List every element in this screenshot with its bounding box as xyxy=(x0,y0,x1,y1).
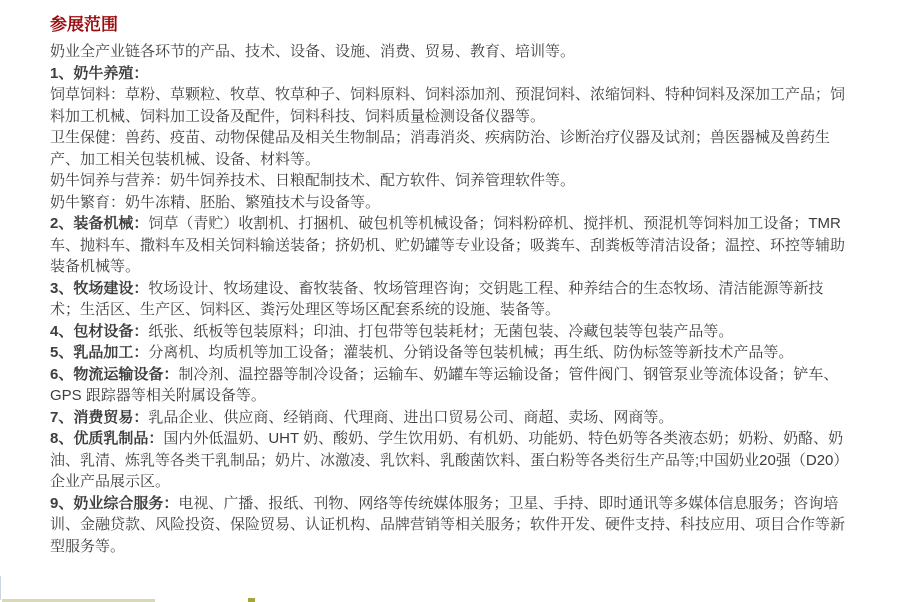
intro-text: 奶业全产业链各环节的产品、技术、设备、设施、消费、贸易、教育、培训等。 xyxy=(50,43,576,60)
section-text: 牧场设计、牧场建设、畜牧装备、牧场管理咨询；交钥匙工程、种养结合的生态牧场、清洁能源等新技术；生活区、生产区、饲料区、粪污处理区等场区配套系统的设施、装备等。 xyxy=(50,279,824,318)
document-body xyxy=(50,14,850,557)
partial-left-edge-line xyxy=(0,576,1,600)
section-dairy-processing xyxy=(50,342,850,364)
section-label: 9、奶业综合服务： xyxy=(50,494,179,512)
section-label: 3、牧场建设： xyxy=(50,279,149,297)
section-text: 乳品企业、供应商、经销商、代理商、进出口贸易公司、商超、卖场、网商等。 xyxy=(148,408,674,426)
section-comprehensive-services xyxy=(50,493,850,558)
section-text: 国内外低温奶、UHT 奶、酸奶、学生饮用奶、有机奶、功能奶、特色奶等各类液态奶；奶粉、奶酪、奶油、乳清、炼乳等各类干乳制品；奶片、冰激凌、乳饮料、乳酸菌饮料、蛋白粉等各类衍生产品等;中国奶业20强（D20）企业产品展示区。 xyxy=(50,430,849,490)
section-header-cattle-breeding xyxy=(50,63,850,85)
section-equipment-machinery xyxy=(50,213,850,278)
section-text: 分离机、均质机等加工设备；灌装机、分销设备等包装机械；再生纸、防伪标签等新技术产品等。 xyxy=(148,344,794,361)
section-ranch-construction xyxy=(50,278,850,321)
section-label: 5、乳品加工： xyxy=(50,344,149,361)
sub-item-forage-feed: 饲草饲料：草粉、草颗粒、牧草、牧草种子、饲料原料、饲料添加剂、预混饲料、浓缩饲料、特种饲料及深加工产品；饲料加工机械、饲料加工设备及配件，饲料科技、饲料质量检测设备仪器等。 xyxy=(50,86,846,125)
section-text: 纸张、纸板等包装原料；印油、打包带等包装耗材；无菌包装、冷藏包装等包装产品等。 xyxy=(148,322,734,340)
section-label: 1、奶牛养殖： xyxy=(50,64,149,82)
section-consumer-trade xyxy=(50,407,850,429)
sub-item-health-care: 卫生保健：兽药、疫苗、动物保健品及相关生物制品；消毒消炎、疾病防治、诊断治疗仪器及试剂；兽医器械及兽药生产、加工相关包装机械、设备、材料等。 xyxy=(50,129,831,168)
section-label: 6、物流运输设备： xyxy=(50,365,179,383)
sub-item-feeding-nutrition: 奶牛饲养与营养：奶牛饲养技术、日粮配制技术、配方软件、饲养管理软件等。 xyxy=(50,172,576,189)
section-label: 8、优质乳制品： xyxy=(50,430,164,447)
section-text: 电视、广播、报纸、刊物、网络等传统媒体服务；卫星、手持、即时通讯等多媒体信息服务；咨询培训、金融贷款、风险投资、保险贸易、认证机构、品牌营销等相关服务；软件开发、硬件支持、科技应用、项目合作等新型服务等。 xyxy=(50,494,846,555)
section-packaging-equipment xyxy=(50,321,850,343)
sub-item-reproduction: 奶牛繁育：奶牛冻精、胚胎、繁殖技术与设备等。 xyxy=(50,193,381,211)
section-label: 7、消费贸易： xyxy=(50,408,149,426)
partial-bottom-dash xyxy=(248,598,255,602)
section-text: 饲草（青贮）收割机、打捆机、破包机等机械设备；饲料粉碎机、搅拌机、预混机等饲料加工设备；TMR车、抛料车、撒料车及相关饲料输送装备；挤奶机、贮奶罐等专业设备；吸粪车、刮粪板等清洁设备；温控、环控等辅助装备机械等。 xyxy=(50,215,846,275)
section-text: 制冷剂、温控器等制冷设备；运输车、奶罐车等运输设备；管件阀门、钢管泵业等流体设备；铲车、GPS 跟踪器等相关附属设备等。 xyxy=(50,365,839,404)
section-label: 4、包材设备： xyxy=(50,322,149,340)
section-label: 2、装备机械： xyxy=(50,215,149,232)
section-logistics-transport xyxy=(50,364,850,407)
section-quality-dairy-products xyxy=(50,428,850,493)
page-title: 参展范围 xyxy=(50,15,118,34)
